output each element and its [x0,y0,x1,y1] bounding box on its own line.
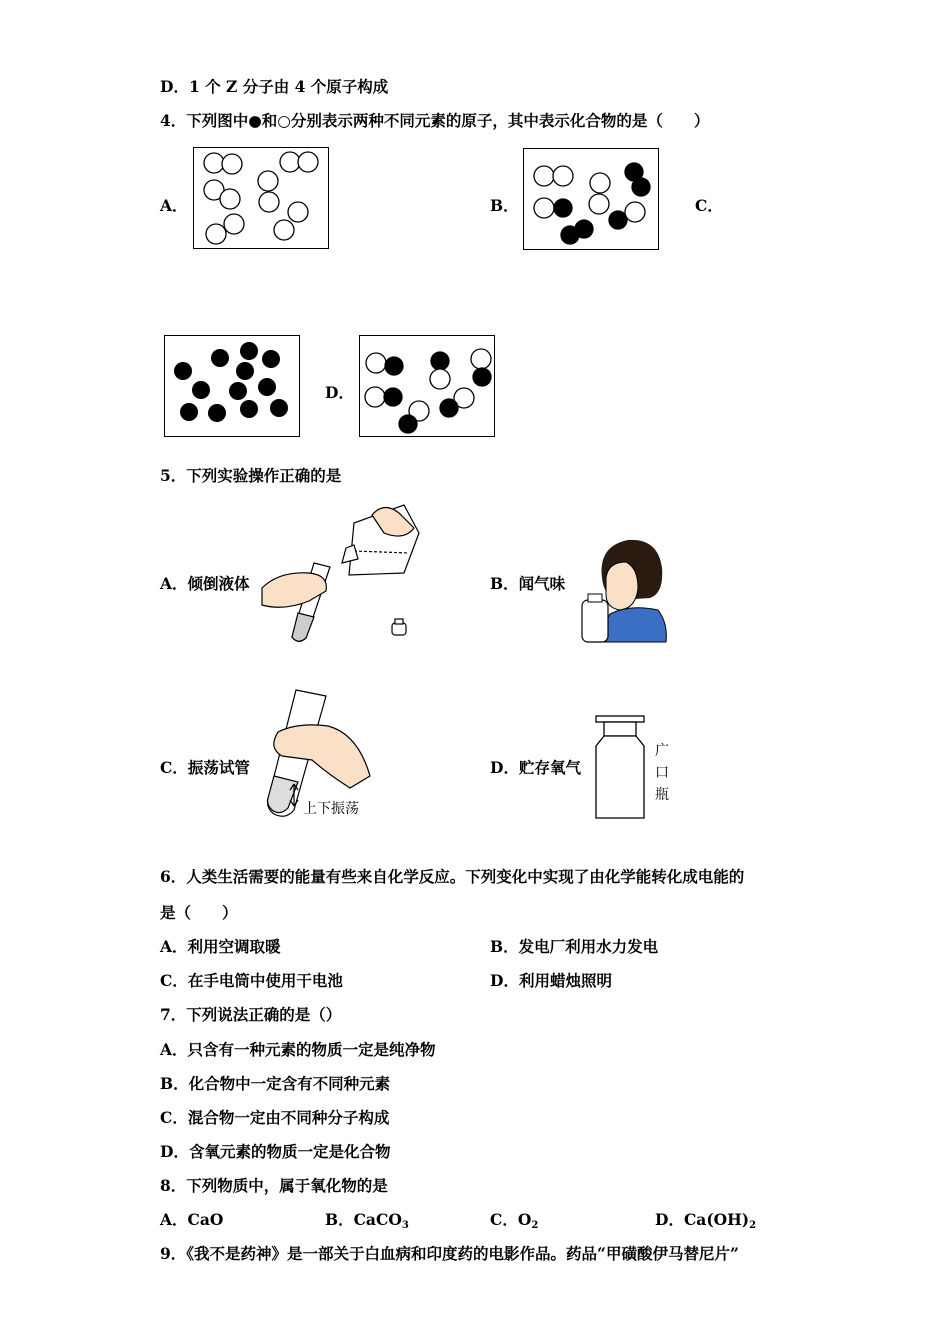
bottle-label-1: 广 [655,743,669,759]
q8-option-c-sub: 2 [531,1220,539,1231]
diagram-a-svg [194,148,328,248]
bottle-label-2: 口 [655,765,669,781]
q8-option-b-sub: 3 [401,1220,409,1231]
q6-option-b[interactable]: B．发电厂利用水力发电 [490,937,659,956]
q8-stem: 8．下列物质中，属于氧化物的是 [160,1176,388,1195]
q6-option-a[interactable]: A．利用空调取暖 [160,937,281,956]
q6-stem-line2: 是（ ） [160,903,238,922]
q5-option-b[interactable]: B．闻气味 [490,574,566,593]
q5-option-a[interactable]: A．倾倒液体 [160,574,250,593]
q4-option-c-label[interactable]: C． [695,196,723,215]
wide-mouth-bottle-illustration [592,714,648,820]
q4-diagram-d [359,335,495,437]
q8-option-d-sub: 2 [749,1220,757,1231]
q3-option-d: D．1 个 Z 分子由 4 个原子构成 [160,77,389,96]
pour-liquid-illustration [254,493,430,648]
bottle-label-3: 瓶 [655,787,669,803]
q4-diagram-b [523,148,659,250]
q5-option-d[interactable]: D．贮存氧气 [490,758,581,777]
shake-label: 上下振荡 [303,801,359,817]
q5-option-c[interactable]: C．振荡试管 [160,758,250,777]
bottle-svg [592,714,648,820]
q9-stem: 9．《我不是药神》是一部关于白血病和印度药的电影作品。药品“甲磺酸伊马替尼片” [160,1244,739,1263]
q8-option-d-main: D．Ca(OH) [655,1210,750,1229]
pour-liquid-svg [254,493,430,648]
diagram-b-svg [524,149,658,249]
q7-option-b[interactable]: B．化合物中一定含有不同种元素 [160,1074,391,1093]
q8-option-d[interactable] [655,1210,756,1236]
q4-diagram-a [193,147,329,249]
q8-option-a[interactable]: A．CaO [160,1210,224,1229]
q7-stem: 7．下列说法正确的是（） [160,1005,342,1024]
q6-option-d[interactable]: D．利用蜡烛照明 [490,971,612,990]
q4-option-b-label[interactable]: B． [490,196,519,215]
q8-option-c-main: C．O [490,1210,532,1229]
q7-option-a[interactable]: A．只含有一种元素的物质一定是纯净物 [160,1040,436,1059]
q8-option-b[interactable] [325,1210,409,1236]
q5-stem: 5．下列实验操作正确的是 [160,466,342,485]
diagram-c-svg [165,336,299,436]
q6-stem-line1: 6．人类生活需要的能量有些来自化学反应。下列变化中实现了由化学能转化成电能的 [160,867,745,886]
diagram-d-svg [360,336,494,436]
q6-option-c[interactable]: C．在手电筒中使用干电池 [160,971,343,990]
q4-option-a-label[interactable]: A． [160,196,188,215]
q7-option-d[interactable]: D．含氧元素的物质一定是化合物 [160,1142,391,1161]
smell-gas-svg [580,538,668,644]
q4-option-d-label[interactable]: D． [325,383,354,402]
q4-diagram-c [164,335,300,437]
smell-gas-illustration [580,538,668,644]
q4-stem: 4．下列图中●和○分别表示两种不同元素的原子，其中表示化合物的是（ ） [160,111,710,130]
q8-option-b-main: B．CaCO [325,1210,402,1229]
q8-option-c[interactable] [490,1210,538,1236]
q7-option-c[interactable]: C．混合物一定由不同种分子构成 [160,1108,390,1127]
